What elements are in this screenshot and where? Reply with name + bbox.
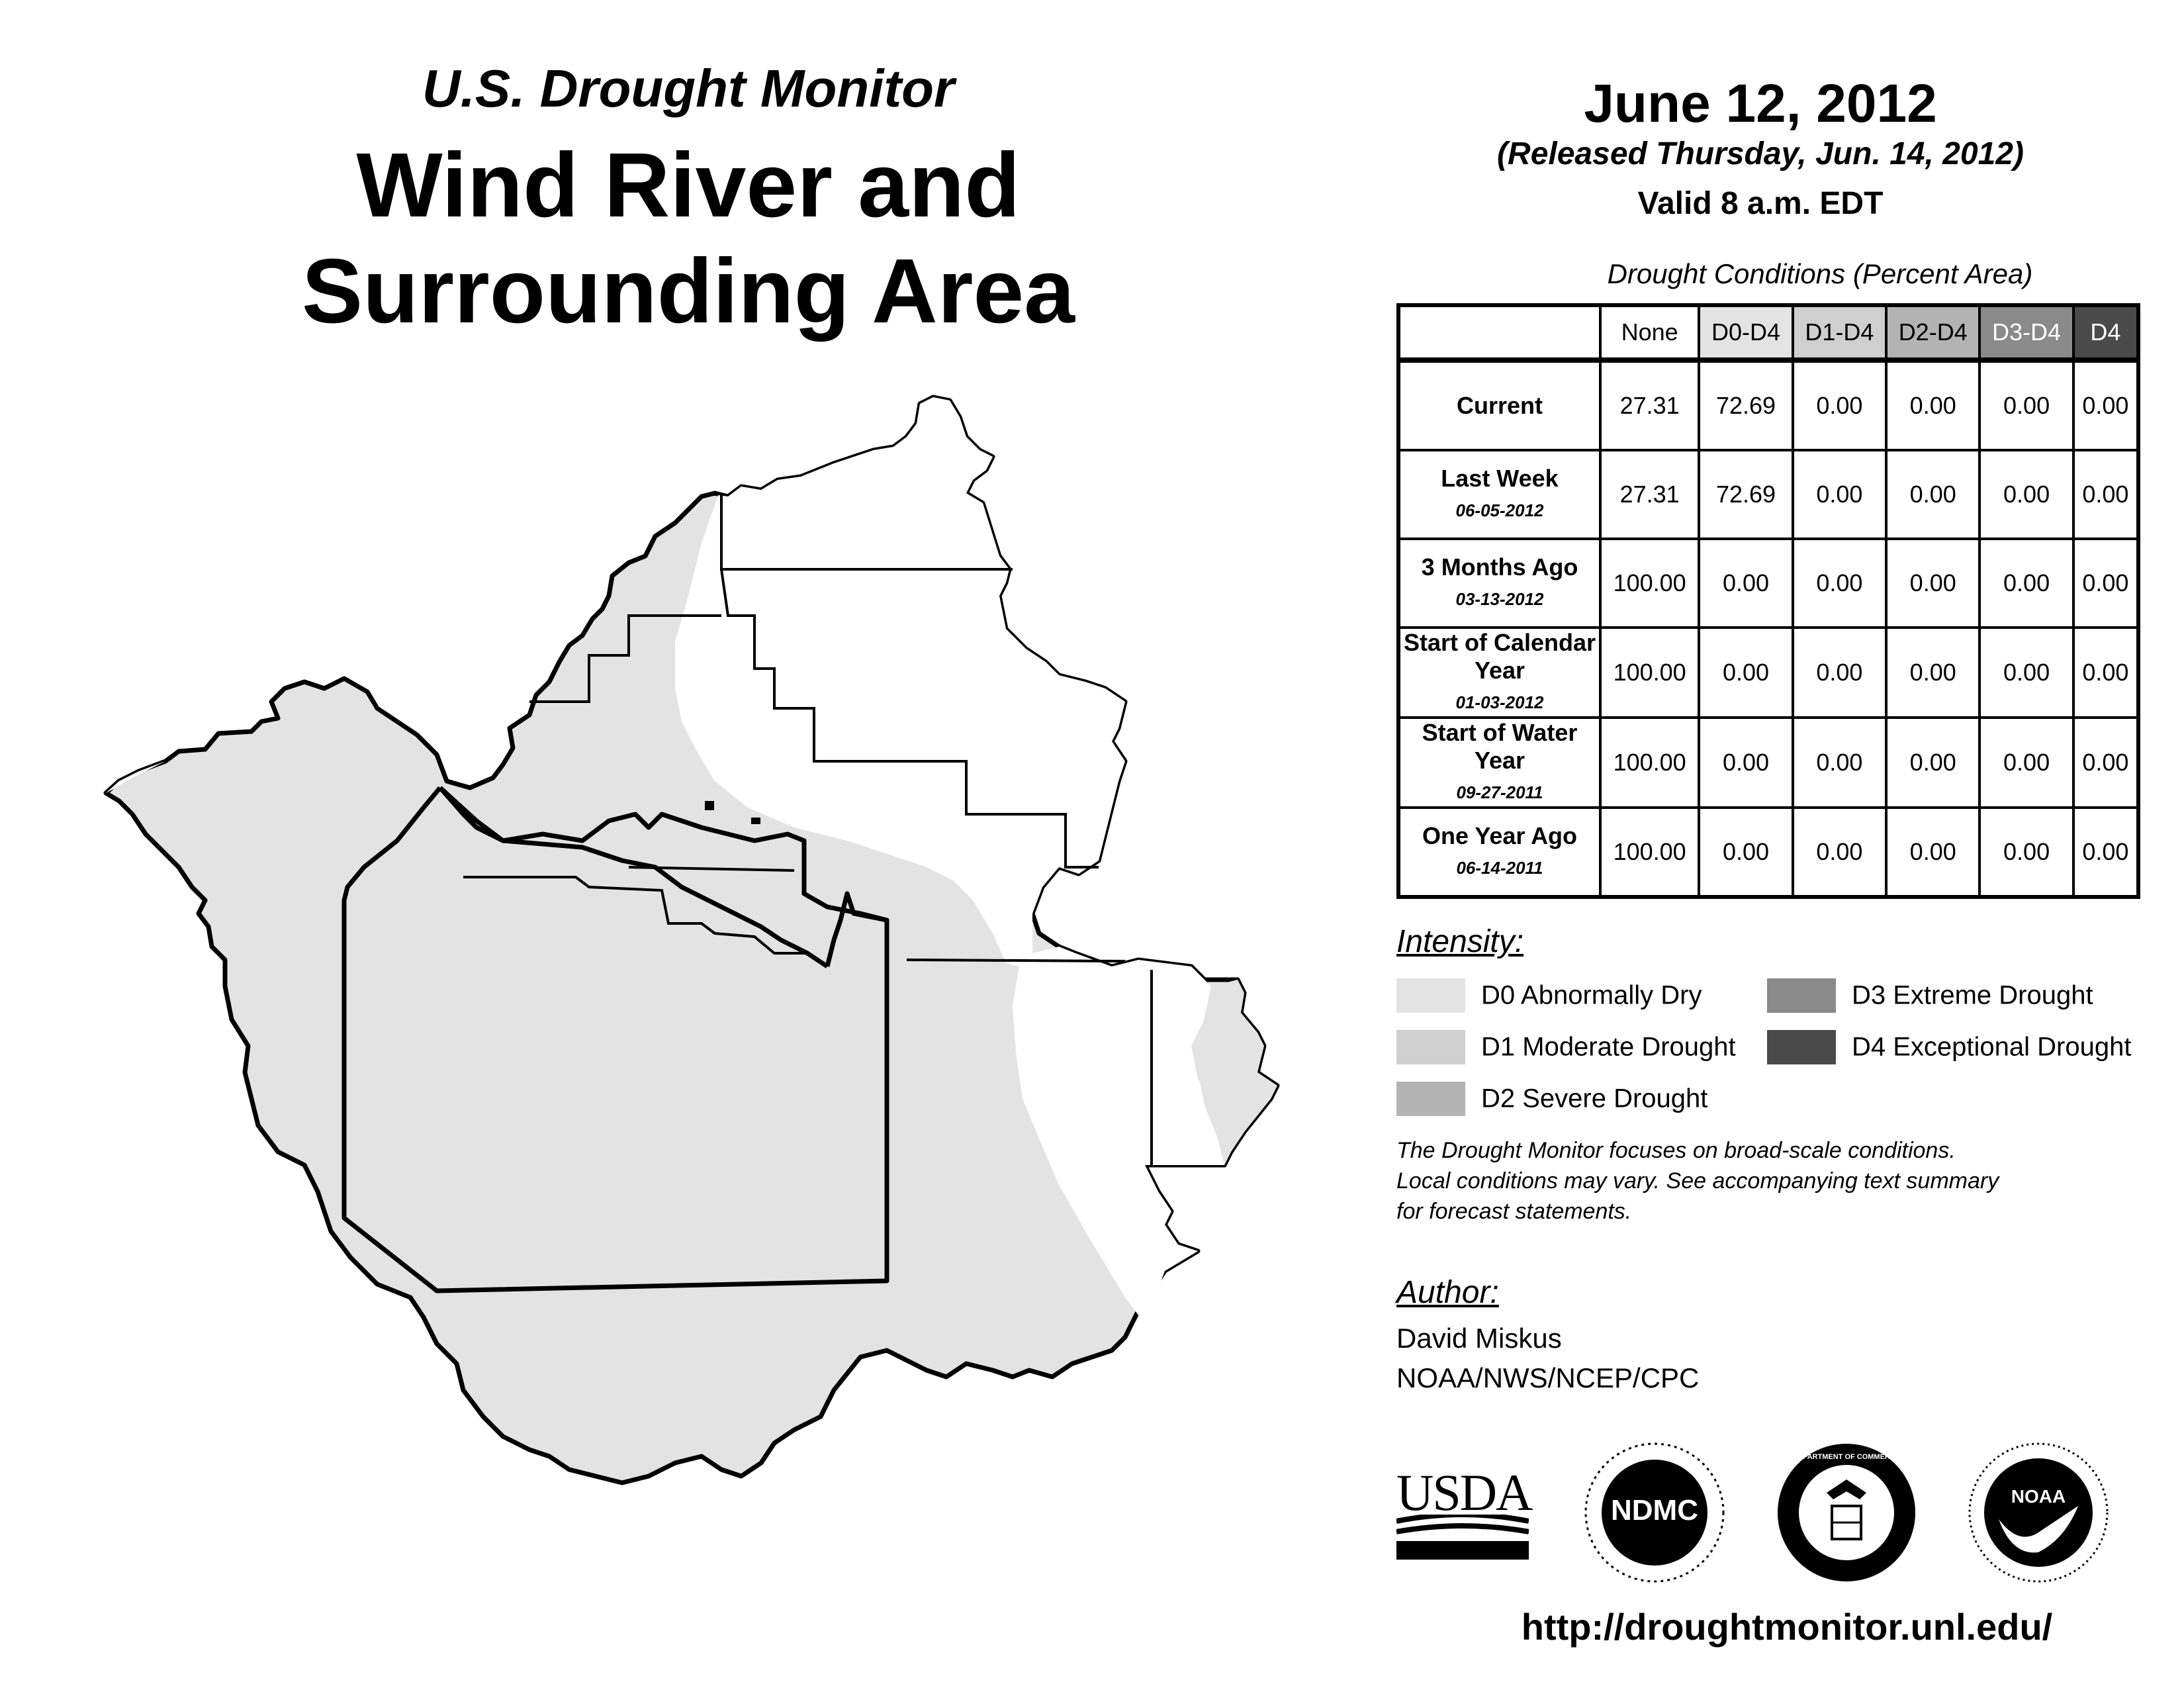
row-label: [1398, 718, 1600, 808]
table-cell: 0.00: [1886, 539, 1979, 628]
row-label-text: One Year Ago: [1422, 822, 1578, 849]
author-name: David Miskus: [1396, 1323, 1562, 1354]
legend-title: Intensity:: [1396, 924, 1524, 959]
table-header-row: [1398, 305, 2138, 360]
row-date: 06-14-2011: [1456, 858, 1543, 878]
table-cell: 0.00: [1886, 718, 1979, 808]
map-title-line1: Wind River and: [356, 134, 1021, 236]
table-cell: 72.69: [1699, 450, 1792, 539]
table-cell: 27.31: [1600, 360, 1699, 450]
table-cell: 0.00: [2073, 808, 2138, 897]
map-date: June 12, 2012: [1584, 73, 1937, 134]
legend-swatch-d2: [1396, 1082, 1465, 1116]
valid-time: Valid 8 a.m. EDT: [1637, 186, 1884, 221]
table-cell: 0.00: [2073, 539, 2138, 628]
table-cell: 0.00: [1793, 718, 1886, 808]
map-subtitle: U.S. Drought Monitor: [422, 59, 955, 118]
legend-swatch-d1: [1396, 1030, 1465, 1064]
legend-item-d3: [1767, 978, 2093, 1013]
region-outline: [106, 397, 1277, 1483]
disclaimer-note: [1396, 1135, 2158, 1227]
row-label: [1398, 808, 1600, 897]
col-d2-d4: D2-D4: [1886, 305, 1979, 360]
row-label: [1398, 450, 1600, 539]
note-line: The Drought Monitor focuses on broad-scale conditions.: [1396, 1138, 1956, 1163]
col-none: None: [1600, 305, 1699, 360]
row-label-text: Last Week: [1441, 465, 1559, 492]
usda-logo-text: USDA: [1396, 1464, 1532, 1521]
table-cell: 100.00: [1600, 718, 1699, 808]
table-cell: 0.00: [1979, 539, 2073, 628]
row-date: 01-03-2012: [1455, 692, 1544, 712]
commerce-logo: [1774, 1440, 1919, 1585]
table-cell: 0.00: [1886, 628, 1979, 718]
row-date: 03-13-2012: [1455, 589, 1544, 609]
table-row: [1398, 360, 2138, 450]
ndmc-logo-text: NDMC: [1611, 1494, 1698, 1526]
table-cell: 27.31: [1600, 450, 1699, 539]
table-caption: Drought Conditions (Percent Area): [1607, 258, 2033, 289]
legend-label: D1 Moderate Drought: [1481, 1032, 1736, 1062]
note-line: Local conditions may vary. See accompanying text summary: [1396, 1168, 1999, 1194]
table-cell: 0.00: [2073, 628, 2138, 718]
col-d1-d4: D1-D4: [1793, 305, 1886, 360]
legend-swatch-d3: [1767, 978, 1836, 1013]
legend-label: D2 Severe Drought: [1481, 1084, 1708, 1113]
table-cell: 100.00: [1600, 808, 1699, 897]
col-d0-d4: D0-D4: [1699, 305, 1792, 360]
legend-item-d0: [1396, 978, 1702, 1013]
table-cell: 0.00: [1699, 628, 1792, 718]
row-label: [1398, 360, 1600, 450]
table-cell: 0.00: [1793, 808, 1886, 897]
table-cell: 0.00: [1979, 450, 2073, 539]
table-cell: 0.00: [1793, 539, 1886, 628]
legend-label: D3 Extreme Drought: [1852, 980, 2093, 1010]
ndmc-logo: [1582, 1440, 1727, 1585]
row-date: 06-05-2012: [1455, 500, 1544, 520]
table-corner: [1398, 305, 1600, 360]
map-title-line2: Surrounding Area: [302, 240, 1075, 342]
legend-label: D0 Abnormally Dry: [1481, 980, 1702, 1010]
legend-item-d1: [1396, 1030, 1736, 1064]
legend-swatch-d4: [1767, 1030, 1836, 1064]
table-cell: 0.00: [1886, 808, 1979, 897]
commerce-seal-icon: [1774, 1440, 1919, 1585]
table-cell: 72.69: [1699, 360, 1792, 450]
noaa-seal-icon: [1966, 1440, 2111, 1585]
col-d3-d4: D3-D4: [1979, 305, 2073, 360]
table-cell: 0.00: [1979, 628, 2073, 718]
table-cell: 0.00: [1793, 360, 1886, 450]
table-cell: 0.00: [1699, 539, 1792, 628]
author-org: NOAA/NWS/NCEP/CPC: [1396, 1362, 1700, 1393]
col-d4: D4: [2073, 305, 2138, 360]
legend-label: D4 Exceptional Drought: [1852, 1032, 2132, 1062]
table-row: [1398, 628, 2138, 718]
commerce-logo-text: DEPARTMENT OF COMMERCE: [1792, 1453, 1901, 1461]
usda-stripes-icon: [1396, 1515, 1529, 1561]
drought-conditions-table: [1396, 303, 2140, 899]
legend-item-d2: [1396, 1082, 1707, 1116]
table-cell: 0.00: [1793, 628, 1886, 718]
table-cell: 0.00: [2073, 718, 2138, 808]
table-cell: 0.00: [1699, 718, 1792, 808]
row-label: [1398, 628, 1600, 718]
usda-logo: [1396, 1463, 1532, 1562]
noaa-logo-text: NOAA: [2011, 1486, 2066, 1507]
table-cell: 100.00: [1600, 628, 1699, 718]
table-cell: 100.00: [1600, 539, 1699, 628]
row-label-text: 3 Months Ago: [1421, 553, 1578, 581]
table-cell: 0.00: [1886, 450, 1979, 539]
author-title: Author:: [1396, 1275, 1499, 1310]
table-cell: 0.00: [1979, 360, 2073, 450]
note-line: for forecast statements.: [1396, 1199, 1632, 1224]
table-row: [1398, 539, 2138, 628]
row-label: [1398, 539, 1600, 628]
table-cell: 0.00: [1886, 360, 1979, 450]
row-label-text: Start of Water Year: [1422, 719, 1578, 774]
legend-swatch-d0: [1396, 978, 1465, 1013]
table-cell: 0.00: [2073, 360, 2138, 450]
row-date: 09-27-2011: [1456, 782, 1543, 802]
noaa-logo: [1966, 1440, 2111, 1585]
table-cell: 0.00: [1793, 450, 1886, 539]
table-cell: 0.00: [2073, 450, 2138, 539]
table-row: [1398, 450, 2138, 539]
release-date: (Released Thursday, Jun. 14, 2012): [1497, 136, 2024, 171]
table-cell: 0.00: [1699, 808, 1792, 897]
drought-map: [0, 371, 1363, 1549]
row-label-text: Current: [1456, 392, 1543, 419]
table-row: [1398, 718, 2138, 808]
table-cell: 0.00: [1979, 718, 2073, 808]
website-url[interactable]: http://droughtmonitor.unl.edu/: [1521, 1606, 2053, 1648]
legend-item-d4: [1767, 1030, 2131, 1064]
row-label-text: Start of Calendar Year: [1403, 629, 1596, 684]
table-row: [1398, 808, 2138, 897]
table-cell: 0.00: [1979, 808, 2073, 897]
